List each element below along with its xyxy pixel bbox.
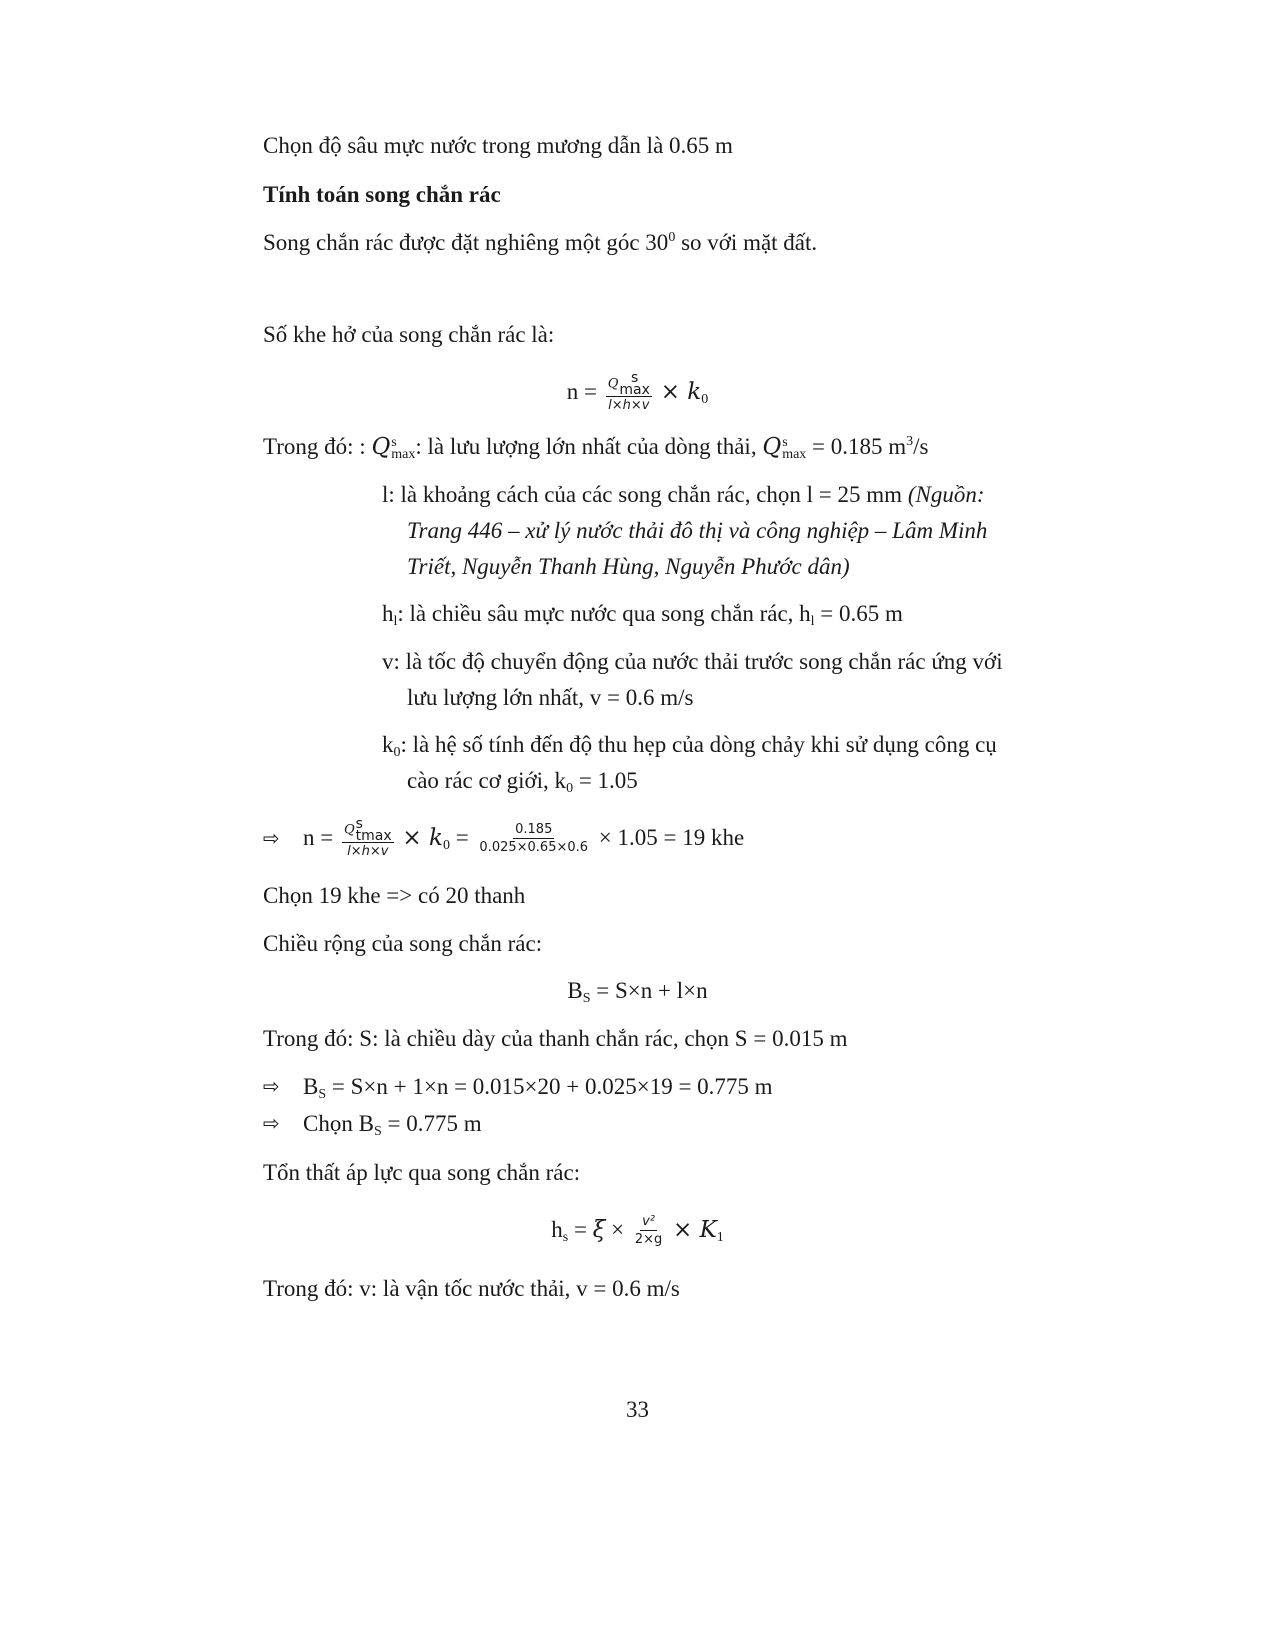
section-heading: Tính toán song chắn rác	[263, 182, 501, 207]
paragraph-width-heading: Chiều rộng của song chắn rác:	[263, 931, 543, 956]
arrow-icon: ⇨	[263, 1074, 280, 1098]
paragraph-k-def-2: cào rác cơ giới, $k_0 = 1.05$	[407, 768, 638, 796]
paragraph-head-loss: Tổn thất áp lực qua song chắn rác:	[263, 1160, 581, 1185]
paragraph-gap-count: Số khe hở của song chắn rác là:	[263, 322, 555, 347]
paragraph-k-def: $k_0$: là hệ số tính đến độ thu hẹp của dòng chảy khi sử dụng công cụ	[382, 732, 997, 760]
paragraph-h-def: $h_l$: là chiều sâu mực nước qua song chắn rác, $h_l = 0.65$ m	[382, 601, 903, 629]
arrow-icon: ⇨	[263, 1111, 280, 1135]
paragraph-v-value: Trong đó: v: là vận tốc nước thải, v = 0.6 m/s	[263, 1276, 680, 1301]
formula-gap-count: n = Q s max l×h×v × $k_0$	[566, 370, 709, 414]
paragraph-s-def: Trong đó: S: là chiều dày của thanh chắn rác, chọn S = 0.015 m	[263, 1026, 848, 1051]
paragraph-l-source-2: Triết, Nguyễn Thanh Hùng, Nguyễn Phước dân)	[407, 554, 850, 579]
paragraph-choose-gaps: Chọn 19 khe => có 20 thanh	[263, 883, 526, 908]
page-number: 33	[626, 1397, 649, 1422]
result-width-choice: Chọn $B_S = 0.775$ m	[303, 1111, 482, 1139]
formula-gap-result: n = Q s tmax l×h×v × $k_0$ = $\frac{0.185}{0.025\times 0.65\times 0.6}$ × 1.05 = 19 khe	[303, 816, 745, 860]
paragraph-water-depth: Chọn độ sâu mực nước trong mương dẫn là 0.65 m	[263, 133, 733, 158]
paragraph-l-def: l: là khoảng cách của các song chắn rác, chọn l = 25 mm (Nguồn:	[382, 482, 985, 507]
paragraph-l-source-1: Trang 446 – xử lý nước thải đô thị và công nghiệp – Lâm Minh	[407, 518, 988, 543]
paragraph-v-def: v: là tốc độ chuyển động của nước thải trước song chắn rác ứng với	[382, 649, 1003, 674]
result-width-calc: $B_S = S\times n + 1\times n = 0.015\times 20 + 0.025\times 19 = 0.775$ m	[303, 1074, 773, 1102]
paragraph-v-def-2: lưu lượng lớn nhất, v = 0.6 m/s	[407, 685, 694, 710]
paragraph-qmax-def: Trong đó: : Q s max : là lưu lượng lớn nhất của dòng thải, Q s max = 0.185 $m^3/s$	[263, 434, 929, 462]
arrow-icon: ⇨	[263, 826, 280, 850]
formula-head-loss: $h_s = \xi$ × $\frac{\text{v²}}{2\times g}$ × $K_1$	[551, 1214, 724, 1248]
formula-width: $B_S = S\times n + l\times n$	[567, 978, 708, 1006]
paragraph-tilt-angle: Song chắn rác được đặt nghiêng một góc $30^0$ so với mặt đất.	[263, 230, 818, 255]
